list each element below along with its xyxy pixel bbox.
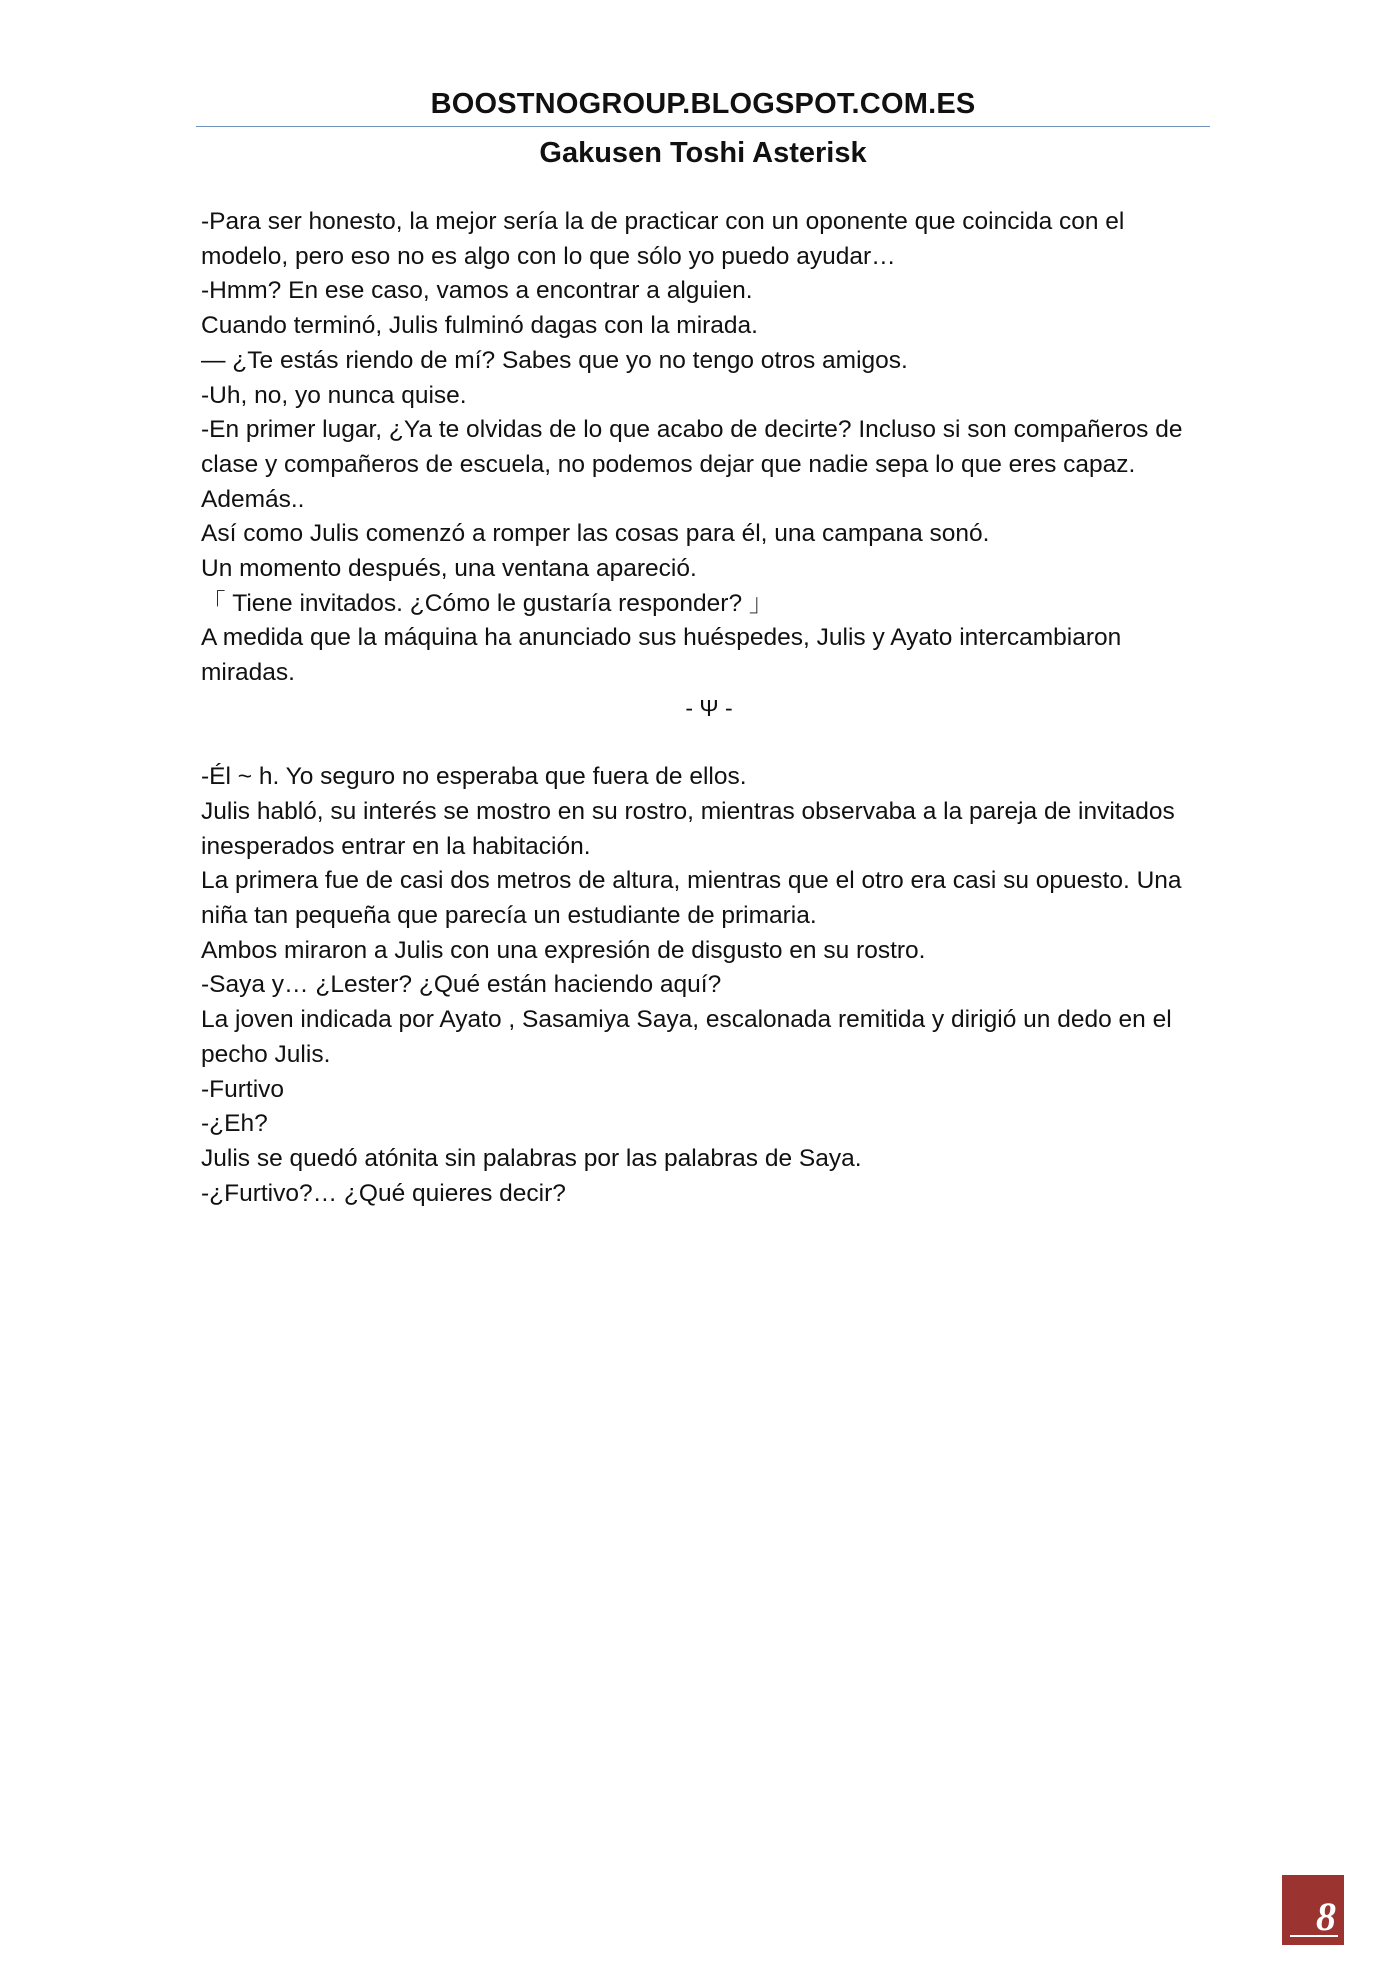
- page-number: 8: [1316, 1894, 1336, 1939]
- scene-separator: - Ψ -: [685, 694, 733, 721]
- paragraph: Cuando terminó, Julis fulminó dagas con la mirada.: [201, 312, 758, 340]
- blank-line: [201, 726, 1211, 761]
- paragraph: -Uh, no, yo nunca quise.: [201, 381, 467, 409]
- paragraph: -Para ser honesto, la mejor sería la de practicar con un oponente que coincida con el modelo, pero eso no es algo con lo que sólo yo puedo ayudar…: [201, 208, 1125, 270]
- paragraph: — ¿Te estás riendo de mí? Sabes que yo no tengo otros amigos.: [201, 346, 908, 374]
- paragraph: A medida que la máquina ha anunciado sus huéspedes, Julis y Ayato intercambiaron miradas.: [201, 624, 1122, 687]
- paragraph: -Furtivo: [201, 1075, 285, 1103]
- paragraph: Ambos miraron a Julis con una expresión de disgusto en su rostro.: [201, 936, 926, 964]
- paragraph: Julis habló, su interés se mostro en su rostro, mientras observaba a la pareja de invitados inesperados entrar en la habitación.: [201, 797, 1175, 860]
- paragraph: Un momento después, una ventana apareció.: [201, 555, 697, 583]
- paragraph: -En primer lugar, ¿Ya te olvidas de lo que acabo de decirte? Incluso si son compañeros de clase y compañeros de escuela, no podemos dejar que nadie sepa lo que eres capaz. Además..: [201, 416, 1183, 513]
- page-header: [196, 84, 1210, 173]
- header-rule: [196, 126, 1210, 127]
- body-text: [201, 205, 1211, 1211]
- paragraph: La joven indicada por Ayato , Sasamiya Saya, escalonada remitida y dirigió un dedo en el pecho Julis.: [201, 1006, 1172, 1068]
- paragraph: La primera fue de casi dos metros de altura, mientras que el otro era casi su opuesto. Una niña tan pequeña que parecía un estudiante de primaria.: [201, 867, 1182, 930]
- paragraph: -¿Eh?: [201, 1110, 268, 1138]
- paragraph: Julis se quedó atónita sin palabras por las palabras de Saya.: [201, 1144, 862, 1172]
- paragraph: -Él ~ h. Yo seguro no esperaba que fuera de ellos.: [201, 763, 747, 791]
- paragraph: -Saya y… ¿Lester? ¿Qué están haciendo aquí?: [201, 971, 722, 999]
- page-number-badge: [1282, 1875, 1344, 1945]
- site-title: BOOSTNOGROUP.BLOGSPOT.COM.ES: [430, 88, 976, 120]
- paragraph: Así como Julis comenzó a romper las cosas para él, una campana sonó.: [201, 520, 990, 548]
- book-title: Gakusen Toshi Asterisk: [539, 137, 867, 169]
- page-number-underline: [1290, 1935, 1338, 1937]
- paragraph: 「 Tiene invitados. ¿Cómo le gustaría responder? 」: [201, 589, 774, 617]
- paragraph: -¿Furtivo?… ¿Qué quieres decir?: [201, 1179, 566, 1207]
- paragraph: -Hmm? En ese caso, vamos a encontrar a alguien.: [201, 277, 753, 305]
